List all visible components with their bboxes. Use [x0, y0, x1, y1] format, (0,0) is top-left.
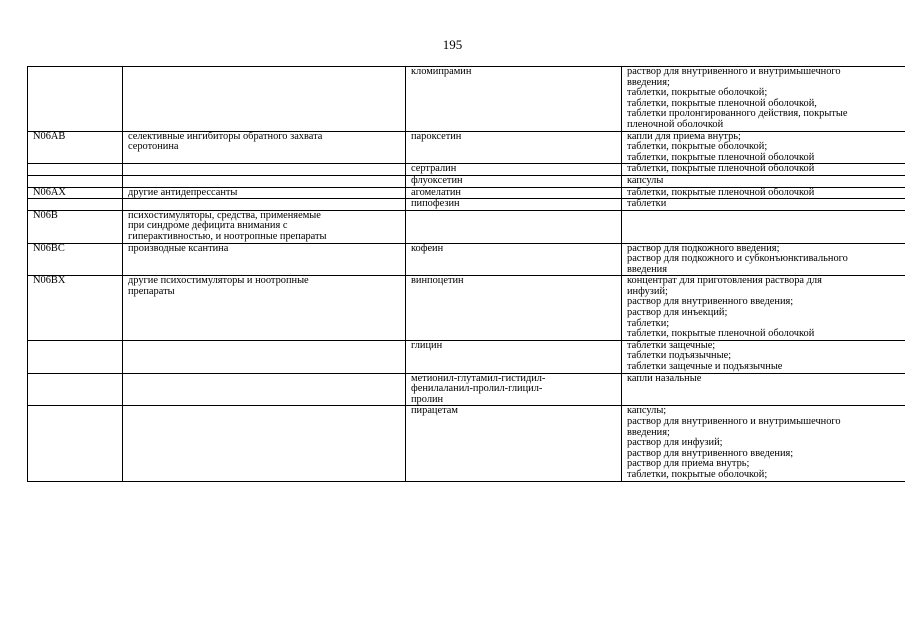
dosage-form-cell: таблетки [622, 199, 905, 211]
group-cell [123, 199, 406, 211]
dosage-form-cell: концентрат для приготовления раствора для инфузий; раствор для внутривенного введения; раствор для инъекций; таблетки; таблетки, покрытые пленочной оболочкой [622, 276, 905, 341]
drug-name-cell: пирацетам [406, 406, 622, 481]
drug-name-cell: пипофезин [406, 199, 622, 211]
drug-name-cell: сертралин [406, 164, 622, 176]
dosage-form-cell: капли назальные [622, 373, 905, 406]
dosage-form-cell: таблетки, покрытые пленочной оболочкой [622, 187, 905, 199]
drug-name-cell: винпоцетин [406, 276, 622, 341]
group-cell [123, 406, 406, 481]
group-cell [123, 67, 406, 132]
group-cell: психостимуляторы, средства, применяемые при синдроме дефицита внимания с гиперактивностью, и ноотропные препараты [123, 210, 406, 243]
group-cell [123, 175, 406, 187]
drug-name-cell: кофеин [406, 243, 622, 276]
page-number: 195 [442, 37, 463, 52]
table-row [28, 243, 905, 276]
dosage-form-cell [622, 210, 905, 243]
dosage-form-cell: раствор для внутривенного и внутримышечного введения; таблетки, покрытые оболочкой; таблетки, покрытые пленочной оболочкой, таблетки пролонгированного действия, покрытые пленочной оболочкой [622, 67, 905, 132]
atc-code-cell [28, 164, 123, 176]
atc-code-cell [28, 406, 123, 481]
table-row [28, 210, 905, 243]
table-row [28, 164, 905, 176]
dosage-form-cell: капсулы [622, 175, 905, 187]
dosage-form-cell: капсулы; раствор для внутривенного и внутримышечного введения; раствор для инфузий; раствор для внутривенного введения; раствор для приема внутрь; таблетки, покрытые оболочкой; [622, 406, 905, 481]
drug-name-cell: пароксетин [406, 131, 622, 164]
atc-code-cell [28, 175, 123, 187]
atc-code-cell [28, 373, 123, 406]
group-cell: другие антидепрессанты [123, 187, 406, 199]
table-row [28, 67, 905, 132]
drug-name-cell: агомелатин [406, 187, 622, 199]
table-row [28, 131, 905, 164]
table-row [28, 187, 905, 199]
atc-code-cell: N06AB [28, 131, 123, 164]
drug-name-cell: кломипрамин [406, 67, 622, 132]
table-row [28, 373, 905, 406]
group-cell [123, 340, 406, 373]
atc-code-cell: N06BC [28, 243, 123, 276]
table-row [28, 276, 905, 341]
atc-code-cell: N06BX [28, 276, 123, 341]
table-row [28, 175, 905, 187]
drug-name-cell: флуоксетин [406, 175, 622, 187]
table-row [28, 199, 905, 211]
atc-code-cell [28, 340, 123, 373]
drug-name-cell [406, 210, 622, 243]
group-cell [123, 164, 406, 176]
dosage-form-cell: капли для приема внутрь; таблетки, покрытые оболочкой; таблетки, покрытые пленочной оболочкой [622, 131, 905, 164]
group-cell: другие психостимуляторы и ноотропные препараты [123, 276, 406, 341]
atc-code-cell: N06AX [28, 187, 123, 199]
dosage-form-cell: таблетки, покрытые пленочной оболочкой [622, 164, 905, 176]
table-row [28, 340, 905, 373]
group-cell: селективные ингибиторы обратного захвата серотонина [123, 131, 406, 164]
table-row [28, 406, 905, 481]
dosage-form-cell: раствор для подкожного введения; раствор для подкожного и субконъюнктивального введения [622, 243, 905, 276]
dosage-form-cell: таблетки защечные; таблетки подъязычные; таблетки защечные и подъязычные [622, 340, 905, 373]
drug-table [27, 66, 905, 482]
drug-name-cell: метионил-глутамил-гистидил- фенилаланил-пролил-глицил- пролин [406, 373, 622, 406]
group-cell [123, 373, 406, 406]
atc-code-cell: N06B [28, 210, 123, 243]
group-cell: производные ксантина [123, 243, 406, 276]
atc-code-cell [28, 67, 123, 132]
drug-name-cell: глицин [406, 340, 622, 373]
atc-code-cell [28, 199, 123, 211]
